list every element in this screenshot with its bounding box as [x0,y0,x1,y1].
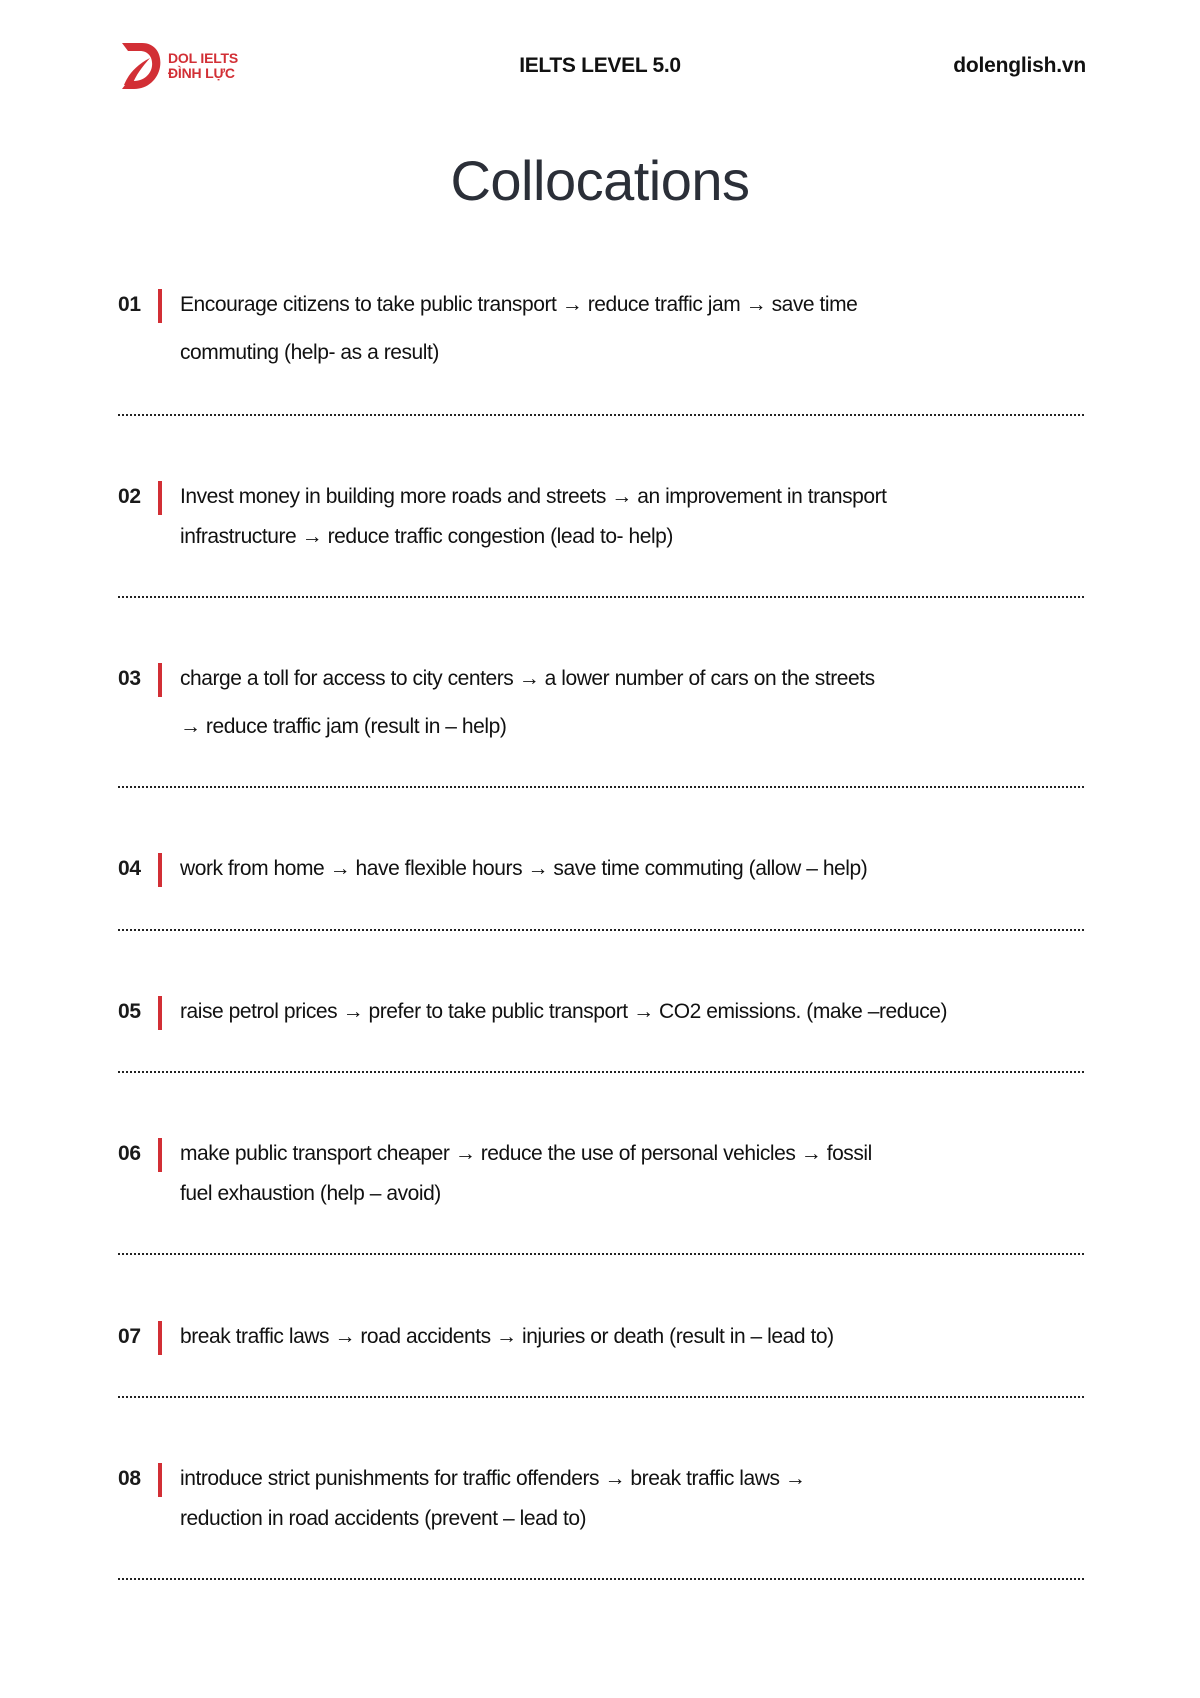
item-text-line-1: introduce strict punishments for traffic offenders → break traffic laws → [180,1467,806,1490]
page-header [0,0,1200,120]
item-text-line-1: make public transport cheaper → reduce the use of personal vehicles → fossil [180,1142,872,1165]
item-text-line-2: fuel exhaustion (help – avoid) [180,1182,441,1205]
site-link[interactable]: dolenglish.vn [953,54,1086,77]
logo-line-2: ĐÌNH LỰC [168,65,235,81]
accent-bar [158,481,162,515]
item-text-line-2: infrastructure → reduce traffic congestion (lead to- help) [180,525,673,548]
item-text-line-2: commuting (help- as a result) [180,341,439,364]
answer-line [118,786,1084,788]
item-text-line-1: charge a toll for access to city centers → a lower number of cars on the streets [180,667,875,690]
level-label: IELTS LEVEL 5.0 [519,54,681,77]
item-text-line-1: raise petrol prices → prefer to take public transport → CO2 emissions. (make –reduce) [180,1000,948,1023]
item-number: 02 [118,485,141,508]
answer-line [118,1253,1084,1255]
accent-bar [158,853,162,887]
item-number: 07 [118,1325,141,1348]
item-number: 08 [118,1467,141,1490]
accent-bar [158,663,162,697]
answer-line [118,414,1084,416]
logo-line-1: DOL IELTS [168,50,239,66]
item-number: 01 [118,293,141,316]
item-text-line-1: Encourage citizens to take public transport → reduce traffic jam → save time [180,293,858,316]
item-text-line-1: break traffic laws → road accidents → injuries or death (result in – lead to) [180,1325,834,1348]
answer-line [118,596,1084,598]
answer-line [118,929,1084,931]
item-text-line-2: → reduce traffic jam (result in – help) [180,715,507,738]
answer-line [118,1396,1084,1398]
accent-bar [158,1321,162,1355]
item-number: 06 [118,1142,141,1165]
accent-bar [158,289,162,323]
accent-bar [158,1138,162,1172]
item-number: 05 [118,1000,141,1023]
accent-bar [158,1463,162,1497]
item-text-line-1: work from home → have flexible hours → save time commuting (allow – help) [180,857,868,880]
page-title: Collocations [450,149,750,212]
accent-bar [158,996,162,1030]
answer-line [118,1071,1084,1073]
item-number: 03 [118,667,141,690]
answer-line [118,1578,1084,1580]
item-text-line-1: Invest money in building more roads and streets → an improvement in transport [180,485,887,508]
item-number: 04 [118,857,141,880]
item-text-line-2: reduction in road accidents (prevent – lead to) [180,1507,587,1530]
